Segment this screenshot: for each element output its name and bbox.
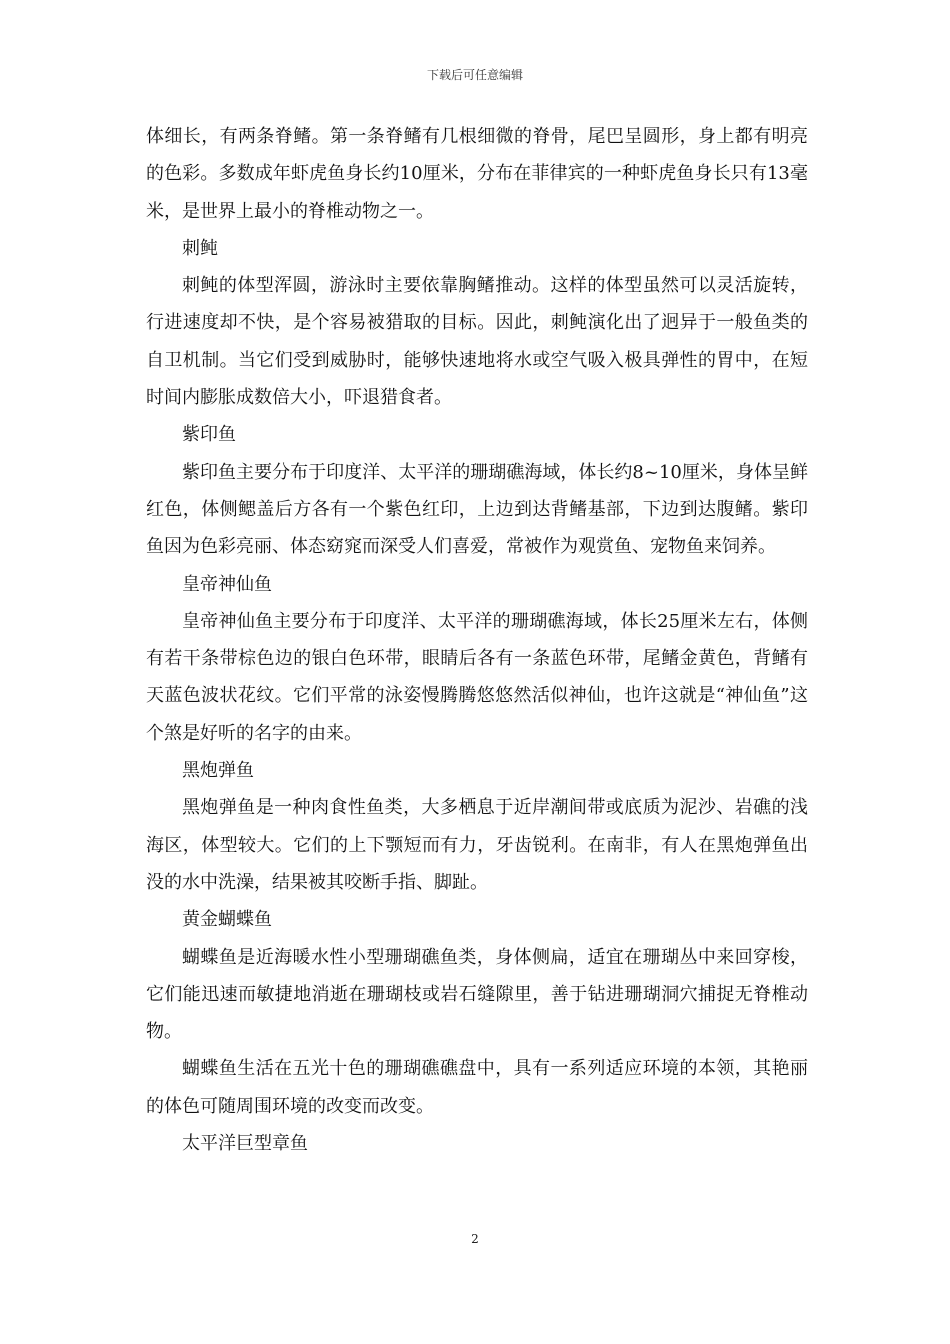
paragraph-porcupinefish: 刺鲀的体型浑圆，游泳时主要依靠胸鳍推动。这样的体型虽然可以灵活旋转，行进速度却不快，是个容易被猎取的目标。因此，刺鲀演化出了迥异于一般鱼类的自卫机制。当它们受到威胁时，能够快速地将水或空气吸入极具弹性的胃中，在短时间内膨胀成数倍大小，吓退猎食者。 (146, 275, 808, 409)
heading-giant-pacific-octopus: 太平洋巨型章鱼 (182, 1133, 308, 1155)
paragraph-purple-spot-fish: 紫印鱼主要分布于印度洋、太平洋的珊瑚礁海域，体长约8~10厘米，身体呈鲜红色，体侧鳃盖后方各有一个紫色红印，上边到达背鳍基部，下边到达腹鳍。紫印鱼因为色彩亮丽、体态窈窕而深受人们喜爱，常被作为观赏鱼、宠物鱼来饲养。 (146, 461, 808, 558)
heading-purple-spot-fish: 紫印鱼 (182, 424, 236, 446)
page-number: 2 (471, 1232, 479, 1246)
paragraph-butterflyfish-2: 蝴蝶鱼生活在五光十色的珊瑚礁礁盘中，具有一系列适应环境的本领，其艳丽的体色可随周围环境的改变而改变。 (146, 1058, 808, 1117)
paragraph-goby-continued: 体细长，有两条脊鳍。第一条脊鳍有几根细微的脊骨，尾巴呈圆形，身上都有明亮的色彩。多数成年虾虎鱼身长约10厘米，分布在菲律宾的一种虾虎鱼身长只有13毫米，是世界上最小的脊椎动物之一。 (146, 126, 808, 222)
document-body (146, 118, 808, 1162)
page-header: 下载后可任意编辑 (426, 68, 523, 82)
heading-golden-butterflyfish: 黄金蝴蝶鱼 (182, 909, 272, 931)
paragraph-emperor-angelfish: 皇帝神仙鱼主要分布于印度洋、太平洋的珊瑚礁海域，体长25厘米左右，体侧有若干条带棕色边的银白色环带，眼睛后各有一条蓝色环带，尾鳍金黄色，背鳍有天蓝色波状花纹。它们平常的泳姿慢腾腾悠悠然活似神仙，也许这就是“神仙鱼”这个煞是好听的名字的由来。 (146, 610, 808, 744)
heading-emperor-angelfish: 皇帝神仙鱼 (182, 573, 272, 595)
paragraph-black-triggerfish: 黑炮弹鱼是一种肉食性鱼类，大多栖息于近岸潮间带或底质为泥沙、岩礁的浅海区，体型较大。它们的上下颚短而有力，牙齿锐利。在南非，有人在黑炮弹鱼出没的水中洗澡，结果被其咬断手指、脚趾。 (146, 797, 808, 893)
heading-black-triggerfish: 黑炮弹鱼 (182, 760, 254, 782)
heading-porcupinefish: 刺鲀 (182, 237, 218, 259)
paragraph-butterflyfish-1: 蝴蝶鱼是近海暖水性小型珊瑚礁鱼类，身体侧扁，适宜在珊瑚丛中来回穿梭，它们能迅速而敏捷地消逝在珊瑚枝或岩石缝隙里，善于钻进珊瑚洞穴捕捉无脊椎动物。 (146, 946, 808, 1043)
